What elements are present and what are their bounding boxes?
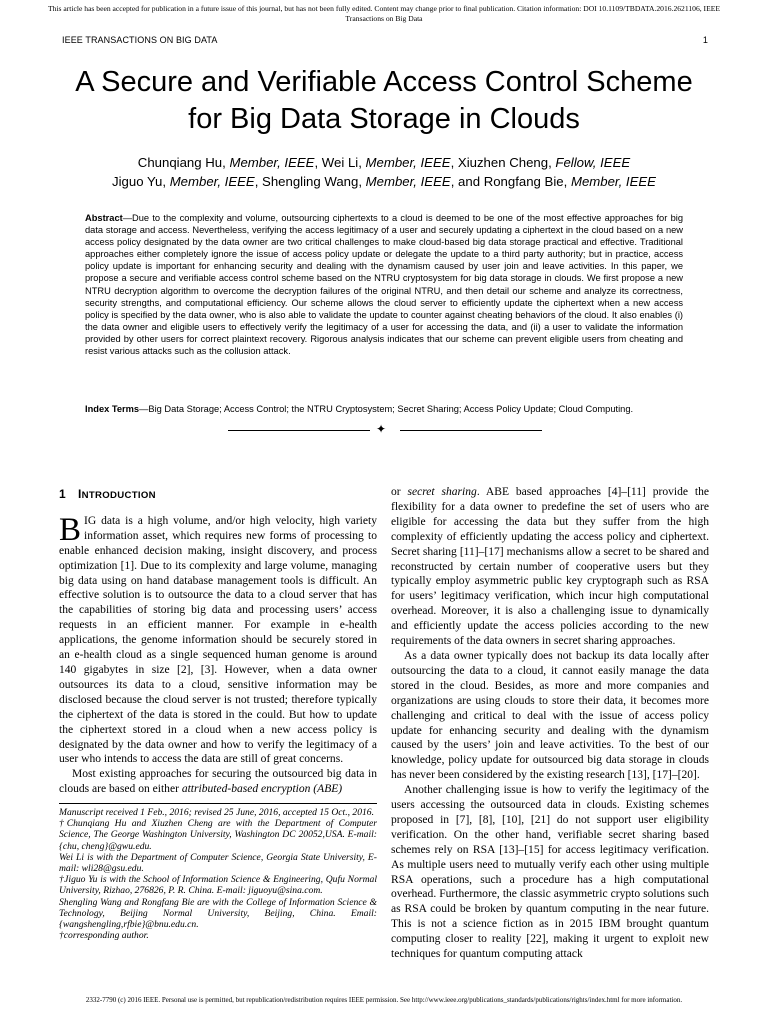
section-heading	[59, 487, 377, 504]
separator-line-left	[228, 430, 370, 431]
footnotes	[59, 803, 377, 941]
section-separator	[228, 423, 542, 437]
footnote-affiliation: †Jiguo Yu is with the School of Information Science & Engineering, Qufu Normal University, Rizhao, 276826, P. R. China. E-mail: jiguoyu@sina.com.	[59, 874, 377, 897]
author-name: Chunqiang Hu,	[137, 155, 230, 170]
abstract-label: Abstract	[85, 213, 123, 223]
author-membership: Member, IEEE	[365, 155, 451, 170]
intro-paragraph-1	[59, 511, 377, 767]
paragraph-text: . ABE based approaches [4]–[11] provide the flexibility for a data owner to predefine the set of users who are eligible for accessing the data but they suffer from the high complexity of efficiently updating the access policy and ciphertext. Secret sharing [11]–[17] mechanisms allow a secret to be shared and reconstructed by certain number of cooperative users but they typically employ asymmetric public key cryptograph such as RSA for users’ legitimacy verification, which incur high computational overhead. Moreover, it is also a challenging issue to dynamically and efficiently update the access policies according to the new requirements of the data owners in secret sharing approaches.	[391, 486, 710, 648]
body-paragraph: As a data owner typically does not backup its data locally after outsourcing the data to a cloud, it cannot easily manage the data stored in the cloud. Besides, as more and more companies and organizations are using clouds to store their data, it becomes more challenging and critical to deal with the issue of access policy update for enhancing security and dealing with the dynamism caused by the users’ join and leave activities. To the best of our knowledge, policy update for outsourced big data storage in clouds has never been considered by the existing research [13], [17]–[20].	[391, 649, 709, 782]
author-membership: Member, IEEE	[365, 174, 451, 189]
section-number: 1	[59, 487, 66, 501]
author-name: , Xiuzhen Cheng,	[450, 155, 556, 170]
body-paragraph: Another challenging issue is how to verify the legitimacy of the users accessing the outsourced data in clouds. Existing schemes proposed in [7], [8], [10], [21] do not support user eligibility verification. On the other hand, verifiable secret sharing based schemes rely on RSA [13]–[15] for access legitimacy verification. As multiple users need to mutually verify each other using multiple RSA operations, such a procedure has a high computational overhead. Furthermore, the classic asymmetric crypto solutions such as RSA could be broken by quantum computing in the near future. This is not a science fiction as in 2015 IBM brought quantum computing closer to reality [22], making it urgent to exploit new techniques for quantum computing attack	[391, 784, 709, 961]
paragraph-text: or	[391, 486, 408, 498]
paragraph-text: Most existing approaches for securing the outsourced big data in clouds are based on either	[59, 768, 377, 796]
author-list	[40, 153, 728, 191]
page-number: 1	[702, 35, 708, 45]
abstract-text: —Due to the complexity and volume, outsourcing ciphertexts to a cloud is deemed to be one of the most effective approaches for big data storage and access. Nevertheless, verifying the access legitimacy of a user and securely updating a ciphertext in the cloud based on a new access policy designated by the data owner are two critical challenges to make cloud-based big data storage practical and effective. Traditional approaches either completely ignore the issue of access policy update or delegate the update to a third party authority; but in practice, access policy update is important for enhancing security and dealing with the dynamism caused by user join and leave activities. In this paper, we propose a secure and verifiable access control scheme based on the NTRU cryptosystem for big data storage in clouds. We first propose a new NTRU decryption algorithm to overcome the decryption failures of the original NTRU, and then detail our scheme and analyze its correctness, security strengths, and computational efficiency. Our scheme allows the cloud server to efficiently update the ciphertext when a new access policy is specified by the data owner, who is also able to validate the update to counter against cheating behaviors of the cloud. It also enables (i) the data owner and eligible users to effectively verify the legitimacy of a user for accessing the data, and (ii) a user to validate the information provided by other users for correct plaintext recovery. Rigorous analysis indicates that our scheme can prevent eligible users from cheating and resist various attacks such as the collusion attack.	[85, 213, 683, 357]
author-membership: Member, IEEE	[169, 174, 255, 189]
publication-notice: This article has been accepted for publication in a future issue of this journal, but has not been fully edited. Content may change prior to final publication. Citation information: DOI 10.1109/TBDATA.2016.2621106, IEEE Transactions on Big Data	[48, 4, 720, 23]
index-terms-text: —Big Data Storage; Access Control; the NTRU Cryptosystem; Secret Sharing; Access Policy Update; Cloud Computing.	[139, 404, 634, 414]
footnote-corresponding: †corresponding author.	[59, 930, 149, 942]
right-column	[391, 485, 709, 962]
title-line-1: A Secure and Verifiable Access Control Scheme	[75, 66, 693, 98]
footnote-affiliation: Shengling Wang and Rongfang Bie are with the College of Information Science & Technology, Beijing Normal University, Beijing, China. Email: {wangshengling,rfbie}@bnu.edu.cn.	[59, 896, 377, 931]
section-title-rest: NTRODUCTION	[81, 490, 156, 501]
emphasis-term: secret sharing	[407, 486, 477, 498]
body-paragraph	[391, 485, 709, 649]
author-name: , and Rongfang Bie,	[450, 174, 571, 189]
emphasis-term: attributed-based encryption (ABE)	[181, 783, 343, 796]
running-header	[62, 35, 708, 45]
section-title-initial: I	[77, 487, 82, 501]
footnote-manuscript: Manuscript received 1 Feb., 2016; revised 25 June, 2016, accepted 15 Oct., 2016.	[59, 807, 374, 818]
author-name: , Shengling Wang,	[254, 174, 366, 189]
footnote-affiliation: Wei Li is with the Department of Computer Science, Georgia State University, E-mail: wli28@gsu.edu.	[59, 851, 377, 875]
author-name: , Wei Li,	[314, 155, 366, 170]
footnote-affiliation: †Chunqiang Hu and Xiuzhen Cheng are with the Department of Computer Science, The George Washington University, Washington DC 20052,USA. E-mail: {chu, cheng}@gwu.edu.	[59, 818, 377, 852]
index-terms-label: Index Terms	[85, 404, 140, 414]
author-membership: Fellow, IEEE	[555, 155, 631, 170]
journal-name: IEEE TRANSACTIONS ON BIG DATA	[62, 35, 218, 45]
paragraph-text: IG data is a high volume, and/or high velocity, high variety information asset, which requires new forms of processing to enable enhanced decision making, insight discovery, and process optimization [1]. Due to its complexity and large volume, managing big data using on hand database management tools is difficult. An effective solution is to outsource the data to a cloud server that has the capabilities of storing big data and processing users’ access requests in an efficient manner. For example in e-health applications, the genome information should be securely stored in an e-health cloud as a single sequenced human genome is around 140 gigabytes in size [2], [3]. However, when a data owner outsources its data to a cloud, sensitive information may be disclosed because the cloud server is not trusted; therefore typically the ciphertext of the data is stored in the could. But how to update the ciphertext stored in a cloud when a new access policy is designated by the data owner and how to verify the legitimacy of a user who intends to access the data are still of great concerns.	[59, 514, 377, 766]
left-column	[59, 485, 377, 797]
author-membership: Member, IEEE	[229, 155, 315, 170]
copyright-notice: 2332-7790 (c) 2016 IEEE. Personal use is permitted, but republication/redistribution requires IEEE permission. See http://www.ieee.org/publications_standards/publications/rights/index.html for more information.	[85, 996, 683, 1004]
paper-title	[40, 64, 728, 138]
abstract	[85, 212, 683, 357]
title-line-2: for Big Data Storage in Clouds	[188, 103, 580, 135]
drop-cap: B	[59, 511, 82, 548]
separator-diamond-icon: ✦	[376, 422, 387, 436]
separator-line-right	[400, 430, 542, 431]
index-terms	[85, 403, 683, 415]
author-name: Jiguo Yu,	[112, 174, 170, 189]
intro-paragraph-2	[59, 767, 377, 797]
author-membership: Member, IEEE	[570, 174, 656, 189]
